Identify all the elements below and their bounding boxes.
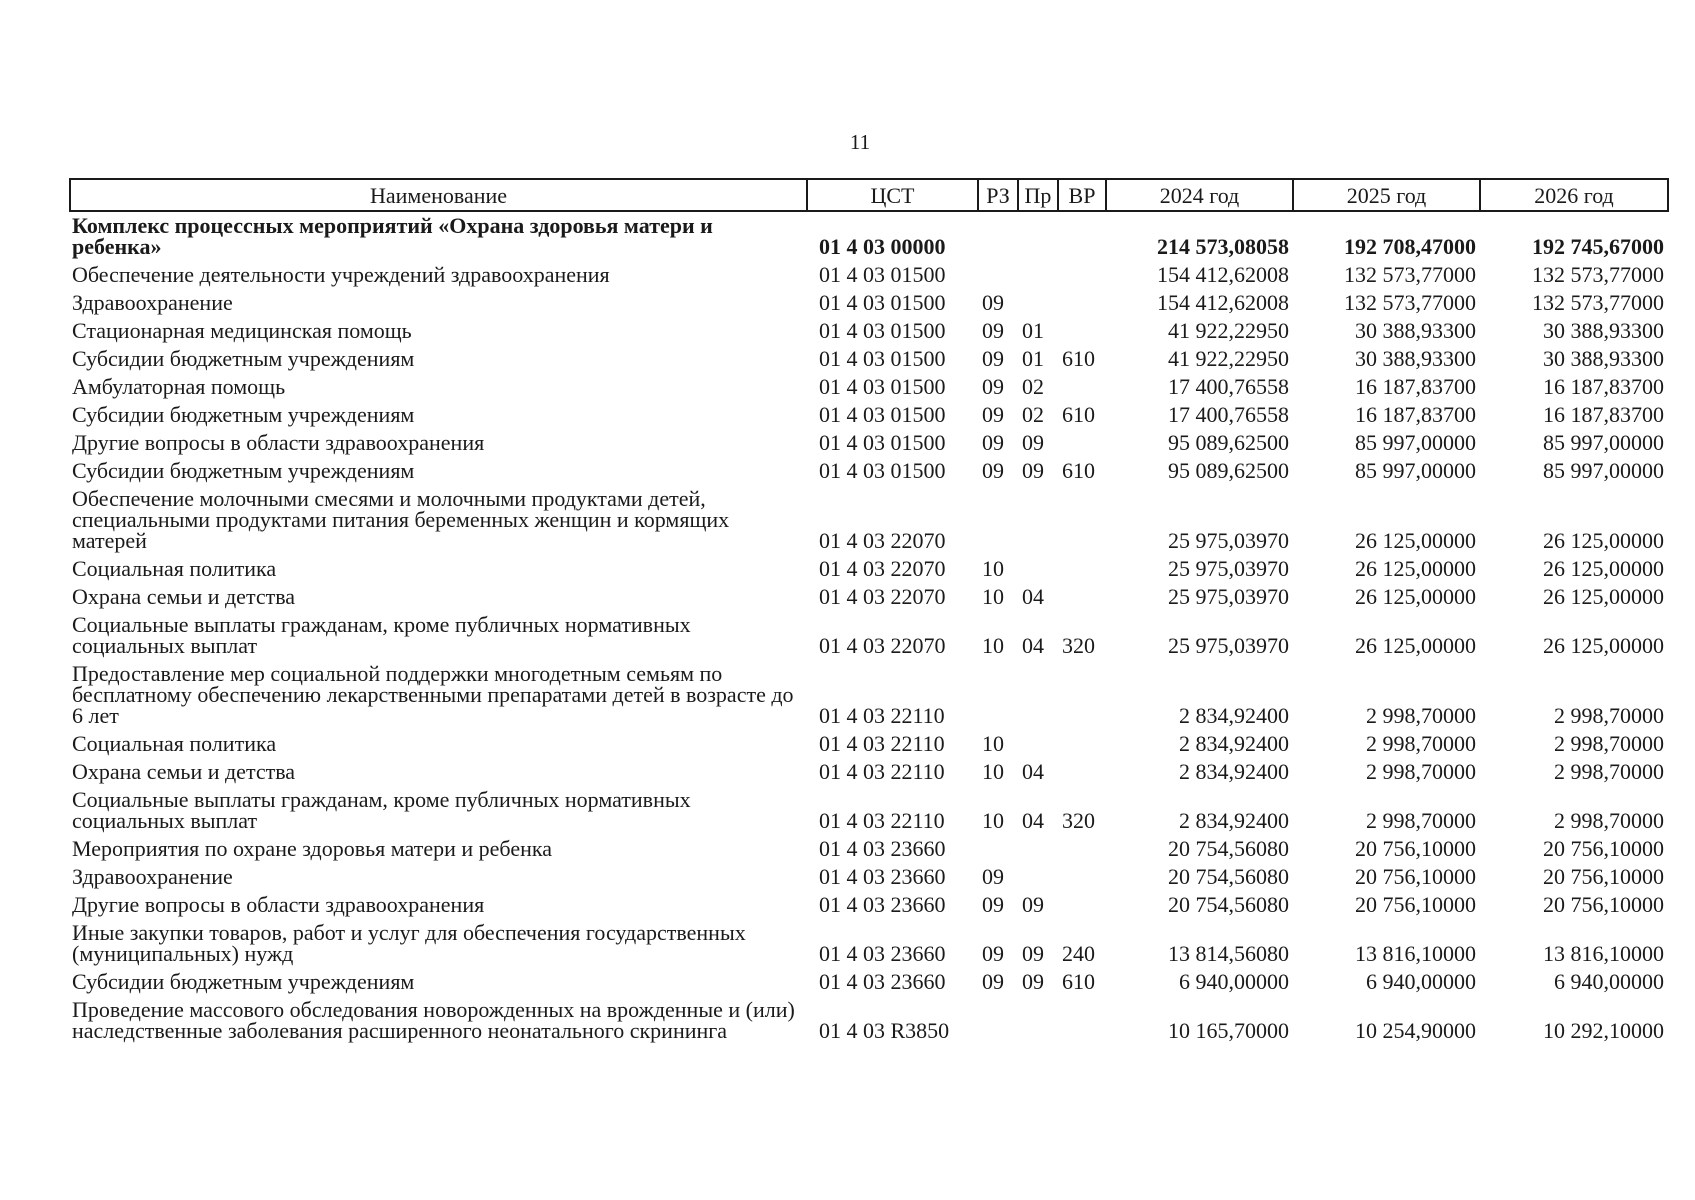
row-rz: 09 <box>982 430 1004 455</box>
row-amount-2025: 10 254,90000 <box>1355 1018 1476 1043</box>
row-amount-2025: 26 125,00000 <box>1355 528 1476 553</box>
row-amount-2025: 26 125,00000 <box>1355 633 1476 658</box>
header-2025: 2025 год <box>1293 179 1480 211</box>
row-amount-2024: 25 975,03970 <box>1168 528 1289 553</box>
page-number: 11 <box>849 130 871 154</box>
row-pr: 01 <box>1022 346 1044 371</box>
row-cst: 01 4 03 22110 <box>819 703 945 728</box>
row-name: Социальные выплаты гражданам, кроме публичных нормативных социальных выплат <box>72 612 691 658</box>
row-amount-2024: 17 400,76558 <box>1168 374 1289 399</box>
header-2026: 2026 год <box>1480 179 1668 211</box>
header-vr: ВР <box>1058 179 1106 211</box>
row-rz: 09 <box>982 892 1004 917</box>
row-pr: 09 <box>1022 458 1044 483</box>
row-pr <box>1018 555 1058 583</box>
row-amount-2026: 26 125,00000 <box>1543 633 1664 658</box>
row-name: Амбулаторная помощь <box>72 374 286 399</box>
row-pr: 09 <box>1022 941 1044 966</box>
row-cst: 01 4 03 01500 <box>819 402 946 427</box>
row-pr: 01 <box>1022 318 1044 343</box>
row-rz: 09 <box>982 346 1004 371</box>
row-amount-2026: 6 940,00000 <box>1554 969 1664 994</box>
row-rz <box>978 996 1018 1045</box>
table-row <box>70 289 1668 317</box>
row-amount-2024: 17 400,76558 <box>1168 402 1289 427</box>
row-amount-2026: 16 187,83700 <box>1543 402 1664 427</box>
row-amount-2026: 30 388,93300 <box>1543 346 1664 371</box>
row-name: Субсидии бюджетным учреждениям <box>72 458 415 483</box>
row-vr <box>1058 996 1106 1045</box>
row-amount-2025: 85 997,00000 <box>1355 430 1476 455</box>
table-row <box>70 863 1668 891</box>
row-rz: 09 <box>982 941 1004 966</box>
row-amount-2025: 6 940,00000 <box>1366 969 1476 994</box>
row-name: Социальные выплаты гражданам, кроме публичных нормативных социальных выплат <box>72 787 691 833</box>
row-vr: 610 <box>1062 402 1095 427</box>
row-vr: 320 <box>1062 808 1095 833</box>
row-vr <box>1058 211 1106 261</box>
row-cst: 01 4 03 01500 <box>819 374 946 399</box>
row-amount-2025: 13 816,10000 <box>1355 941 1476 966</box>
row-pr <box>1018 730 1058 758</box>
row-vr <box>1058 373 1106 401</box>
row-amount-2024: 25 975,03970 <box>1168 584 1289 609</box>
table-row <box>70 730 1668 758</box>
row-vr <box>1058 485 1106 555</box>
header-pr: Пр <box>1018 179 1058 211</box>
row-amount-2026: 85 997,00000 <box>1543 430 1664 455</box>
row-cst: 01 4 03 22070 <box>819 584 946 609</box>
row-rz: 10 <box>982 556 1004 581</box>
row-pr <box>1018 485 1058 555</box>
row-amount-2026: 30 388,93300 <box>1543 318 1664 343</box>
table-header-row <box>70 179 1668 211</box>
table-row <box>70 555 1668 583</box>
row-amount-2026: 2 998,70000 <box>1554 808 1664 833</box>
row-rz <box>978 211 1018 261</box>
row-name: Субсидии бюджетным учреждениям <box>72 402 415 427</box>
row-amount-2026: 2 998,70000 <box>1554 731 1664 756</box>
table-row <box>70 996 1668 1045</box>
table-row <box>70 786 1668 835</box>
row-vr <box>1058 660 1106 730</box>
row-amount-2024: 41 922,22950 <box>1168 346 1289 371</box>
row-name: Обеспечение деятельности учреждений здравоохранения <box>72 262 610 287</box>
row-amount-2024: 6 940,00000 <box>1179 969 1289 994</box>
row-amount-2024: 2 834,92400 <box>1179 731 1289 756</box>
row-amount-2026: 26 125,00000 <box>1543 556 1664 581</box>
row-cst: 01 4 03 23660 <box>819 836 946 861</box>
row-rz: 10 <box>982 759 1004 784</box>
row-amount-2026: 2 998,70000 <box>1554 759 1664 784</box>
row-rz <box>978 261 1018 289</box>
row-amount-2026: 20 756,10000 <box>1543 892 1664 917</box>
row-cst: 01 4 03 22110 <box>819 731 945 756</box>
row-amount-2025: 132 573,77000 <box>1344 262 1476 287</box>
row-amount-2024: 2 834,92400 <box>1179 703 1289 728</box>
row-cst: 01 4 03 R3850 <box>819 1018 950 1043</box>
row-cst: 01 4 03 01500 <box>819 318 946 343</box>
row-pr: 04 <box>1022 584 1044 609</box>
row-amount-2026: 20 756,10000 <box>1543 836 1664 861</box>
row-amount-2024: 25 975,03970 <box>1168 556 1289 581</box>
row-name: Охрана семьи и детства <box>72 584 296 609</box>
row-amount-2025: 16 187,83700 <box>1355 374 1476 399</box>
row-amount-2024: 13 814,56080 <box>1168 941 1289 966</box>
row-pr: 09 <box>1022 430 1044 455</box>
row-vr <box>1058 730 1106 758</box>
header-2024: 2024 год <box>1106 179 1293 211</box>
row-name: Субсидии бюджетным учреждениям <box>72 346 415 371</box>
row-cst: 01 4 03 23660 <box>819 941 946 966</box>
row-amount-2024: 95 089,62500 <box>1168 430 1289 455</box>
table-body <box>70 211 1668 1045</box>
row-pr <box>1018 996 1058 1045</box>
header-rz: РЗ <box>978 179 1018 211</box>
table-row <box>70 261 1668 289</box>
row-name: Охрана семьи и детства <box>72 759 296 784</box>
table-row <box>70 401 1668 429</box>
table-row <box>70 317 1668 345</box>
row-rz <box>978 660 1018 730</box>
row-amount-2024: 2 834,92400 <box>1179 759 1289 784</box>
row-amount-2025: 30 388,93300 <box>1355 318 1476 343</box>
row-cst: 01 4 03 01500 <box>819 346 946 371</box>
row-vr <box>1058 317 1106 345</box>
row-amount-2024: 214 573,08058 <box>1157 234 1289 259</box>
header-name: Наименование <box>70 179 807 211</box>
row-rz: 09 <box>982 402 1004 427</box>
table-row <box>70 457 1668 485</box>
row-pr <box>1018 660 1058 730</box>
row-name: Стационарная медицинская помощь <box>72 318 412 343</box>
row-amount-2026: 10 292,10000 <box>1543 1018 1664 1043</box>
row-pr: 09 <box>1022 969 1044 994</box>
row-amount-2026: 132 573,77000 <box>1532 262 1664 287</box>
row-cst: 01 4 03 01500 <box>819 262 946 287</box>
row-rz: 09 <box>982 290 1004 315</box>
row-vr <box>1058 429 1106 457</box>
row-rz: 09 <box>982 458 1004 483</box>
row-vr: 610 <box>1062 458 1095 483</box>
row-vr: 240 <box>1062 941 1095 966</box>
row-vr: 320 <box>1062 633 1095 658</box>
row-cst: 01 4 03 22070 <box>819 556 946 581</box>
row-amount-2024: 95 089,62500 <box>1168 458 1289 483</box>
row-name: Проведение массового обследования новорожденных на врожденные и (или) наследственные заболевания расширенного неонатального скрининга <box>72 997 795 1043</box>
row-amount-2025: 192 708,47000 <box>1344 234 1476 259</box>
row-amount-2025: 16 187,83700 <box>1355 402 1476 427</box>
row-name: Комплекс процессных мероприятий «Охрана здоровья матери и ребенка» <box>72 213 713 259</box>
row-amount-2024: 154 412,62008 <box>1157 262 1289 287</box>
row-amount-2026: 132 573,77000 <box>1532 290 1664 315</box>
row-pr: 02 <box>1022 374 1044 399</box>
row-name: Здравоохранение <box>72 864 233 889</box>
row-amount-2026: 26 125,00000 <box>1543 528 1664 553</box>
row-pr <box>1018 289 1058 317</box>
row-name: Другие вопросы в области здравоохранения <box>72 430 485 455</box>
row-rz: 10 <box>982 584 1004 609</box>
row-amount-2024: 154 412,62008 <box>1157 290 1289 315</box>
row-amount-2025: 20 756,10000 <box>1355 836 1476 861</box>
row-vr <box>1058 289 1106 317</box>
row-cst: 01 4 03 01500 <box>819 458 946 483</box>
row-amount-2026: 20 756,10000 <box>1543 864 1664 889</box>
row-name: Социальная политика <box>72 731 277 756</box>
row-cst: 01 4 03 22070 <box>819 633 946 658</box>
table-row <box>70 968 1668 996</box>
row-name: Предоставление мер социальной поддержки многодетным семьям по бесплатному обеспечению лекарственными препаратами детей в возрасте до 6 лет <box>72 661 794 728</box>
row-amount-2025: 20 756,10000 <box>1355 892 1476 917</box>
row-cst: 01 4 03 01500 <box>819 430 946 455</box>
row-amount-2026: 26 125,00000 <box>1543 584 1664 609</box>
table-row <box>70 758 1668 786</box>
row-vr <box>1058 863 1106 891</box>
table-row <box>70 485 1668 555</box>
row-rz <box>978 485 1018 555</box>
row-amount-2024: 41 922,22950 <box>1168 318 1289 343</box>
row-amount-2024: 2 834,92400 <box>1179 808 1289 833</box>
row-rz: 09 <box>982 318 1004 343</box>
row-vr: 610 <box>1062 969 1095 994</box>
row-cst: 01 4 03 22070 <box>819 528 946 553</box>
row-rz: 10 <box>982 808 1004 833</box>
header-cst: ЦСТ <box>807 179 978 211</box>
row-amount-2026: 16 187,83700 <box>1543 374 1664 399</box>
row-amount-2025: 30 388,93300 <box>1355 346 1476 371</box>
table-row <box>70 611 1668 660</box>
row-rz: 10 <box>982 731 1004 756</box>
row-name: Субсидии бюджетным учреждениям <box>72 969 415 994</box>
row-amount-2026: 2 998,70000 <box>1554 703 1664 728</box>
row-cst: 01 4 03 23660 <box>819 864 946 889</box>
row-amount-2026: 85 997,00000 <box>1543 458 1664 483</box>
row-rz: 09 <box>982 864 1004 889</box>
row-amount-2024: 10 165,70000 <box>1168 1018 1289 1043</box>
table-row <box>70 373 1668 401</box>
table-row <box>70 429 1668 457</box>
row-amount-2025: 26 125,00000 <box>1355 584 1476 609</box>
row-amount-2026: 192 745,67000 <box>1532 234 1664 259</box>
row-amount-2025: 2 998,70000 <box>1366 703 1476 728</box>
row-amount-2025: 2 998,70000 <box>1366 808 1476 833</box>
row-cst: 01 4 03 23660 <box>819 969 946 994</box>
row-name: Обеспечение молочными смесями и молочными продуктами детей, специальными продуктами питания беременных женщин и кормящих матерей <box>72 486 730 553</box>
row-name: Другие вопросы в области здравоохранения <box>72 892 485 917</box>
row-vr <box>1058 835 1106 863</box>
row-name: Здравоохранение <box>72 290 233 315</box>
row-amount-2025: 132 573,77000 <box>1344 290 1476 315</box>
row-amount-2025: 85 997,00000 <box>1355 458 1476 483</box>
table-row <box>70 583 1668 611</box>
row-pr <box>1018 863 1058 891</box>
row-rz: 09 <box>982 969 1004 994</box>
row-amount-2025: 26 125,00000 <box>1355 556 1476 581</box>
row-name: Социальная политика <box>72 556 277 581</box>
row-pr <box>1018 835 1058 863</box>
row-vr <box>1058 555 1106 583</box>
row-pr <box>1018 261 1058 289</box>
table-row <box>70 919 1668 968</box>
row-rz <box>978 835 1018 863</box>
row-pr: 02 <box>1022 402 1044 427</box>
table-row <box>70 835 1668 863</box>
table-row <box>70 660 1668 730</box>
budget-table <box>69 178 1669 1045</box>
row-vr: 610 <box>1062 346 1095 371</box>
row-vr <box>1058 758 1106 786</box>
row-amount-2026: 13 816,10000 <box>1543 941 1664 966</box>
row-pr: 04 <box>1022 633 1044 658</box>
row-name: Мероприятия по охране здоровья матери и ребенка <box>72 836 552 861</box>
row-amount-2025: 2 998,70000 <box>1366 759 1476 784</box>
row-name: Иные закупки товаров, работ и услуг для обеспечения государственных (муниципальных) нужд <box>72 920 746 966</box>
row-vr <box>1058 583 1106 611</box>
row-cst: 01 4 03 00000 <box>819 234 946 259</box>
row-amount-2025: 2 998,70000 <box>1366 731 1476 756</box>
row-vr <box>1058 891 1106 919</box>
row-cst: 01 4 03 23660 <box>819 892 946 917</box>
row-amount-2024: 20 754,56080 <box>1168 836 1289 861</box>
row-pr: 04 <box>1022 808 1044 833</box>
row-cst: 01 4 03 22110 <box>819 759 945 784</box>
row-amount-2024: 20 754,56080 <box>1168 892 1289 917</box>
row-vr <box>1058 261 1106 289</box>
row-cst: 01 4 03 01500 <box>819 290 946 315</box>
table-row <box>70 345 1668 373</box>
row-amount-2024: 25 975,03970 <box>1168 633 1289 658</box>
table-row <box>70 211 1668 261</box>
row-pr <box>1018 211 1058 261</box>
row-pr: 09 <box>1022 892 1044 917</box>
row-rz: 10 <box>982 633 1004 658</box>
table-row <box>70 891 1668 919</box>
row-amount-2024: 20 754,56080 <box>1168 864 1289 889</box>
row-rz: 09 <box>982 374 1004 399</box>
row-amount-2025: 20 756,10000 <box>1355 864 1476 889</box>
row-pr: 04 <box>1022 759 1044 784</box>
row-cst: 01 4 03 22110 <box>819 808 945 833</box>
